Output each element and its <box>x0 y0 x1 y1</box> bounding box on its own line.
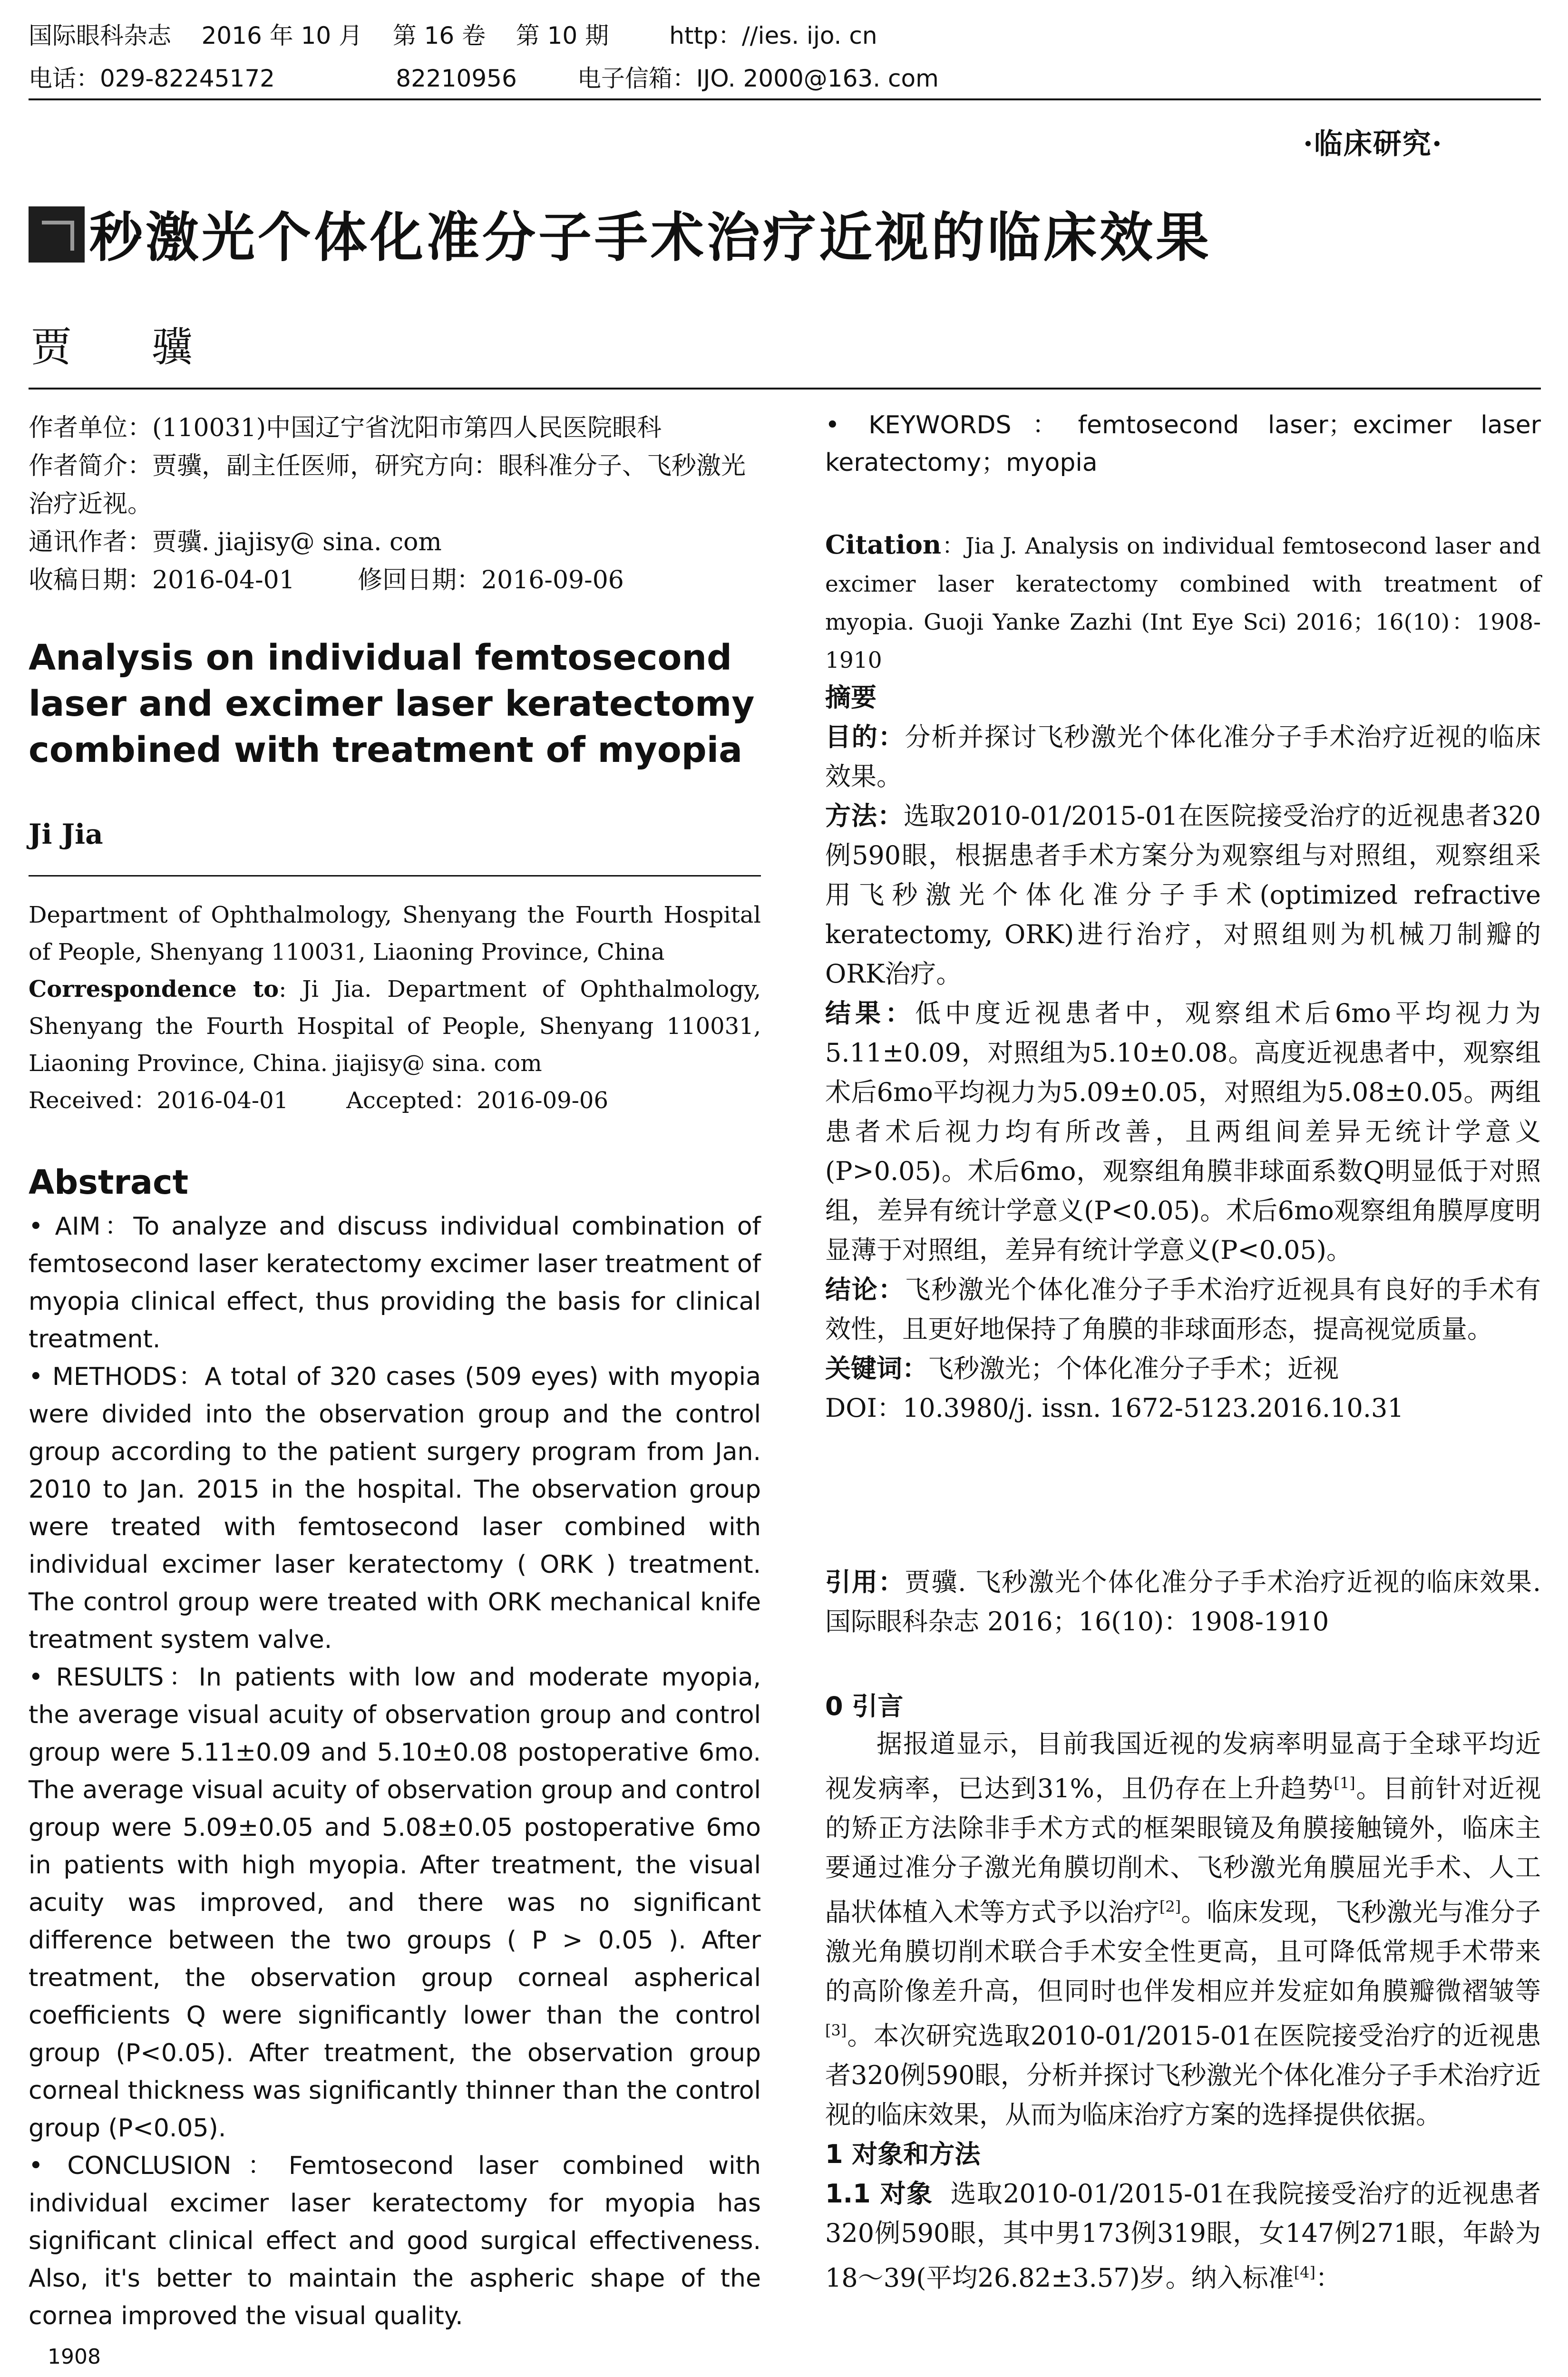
zh-keywords-label: 关键词： <box>825 1354 928 1383</box>
header-rule <box>29 98 1541 100</box>
title-logo-icon <box>29 206 85 263</box>
zh-conclusion <box>825 1270 1541 1349</box>
intro-text-d: 。本次研究选取2010-01/2015-01在医院接受治疗的近视患者320例590眼，分析并探讨飞秒激光个体化准分子手术治疗近视的临床效果，从而为临床治疗方案的选择提供依据。 <box>825 2021 1541 2130</box>
corresponding-author: 通讯作者：贾骥. jiajisy@ sina. com <box>29 528 442 556</box>
methods-heading: 1 对象和方法 <box>825 2139 981 2169</box>
citation-label: Citation <box>825 529 942 560</box>
intro-heading: 0 引言 <box>825 1691 904 1721</box>
zh-conclusion-text: 飞秒激光个体化准分子手术治疗近视具有良好的手术有效性，且更好地保持了角膜的非球面形态，提高视觉质量。 <box>825 1275 1541 1344</box>
zh-aim-text: 分析并探讨飞秒激光个体化准分子手术治疗近视的临床效果。 <box>825 722 1541 791</box>
zh-conclusion-label: 结论： <box>825 1275 905 1305</box>
zh-keywords-text: 飞秒激光；个体化准分子手术；近视 <box>928 1354 1339 1383</box>
keywords-en: • KEYWORDS：femtosecond laser；excimer laser keratectomy；myopia <box>825 411 1541 477</box>
author-unit: 作者单位：(110031)中国辽宁省沈阳市第四人民医院眼科 <box>29 414 662 442</box>
citation-en <box>825 526 1541 680</box>
page-number: 1908 <box>48 2345 101 2369</box>
english-author: Ji Jia <box>29 818 103 850</box>
affiliation-department: Department of Ophthalmology, Shenyang the Fourth Hospital of People, Shenyang 110031, Liaoning Province, China <box>29 902 761 965</box>
ref-2: [2] <box>1159 1898 1181 1916</box>
methods-text-end: ： <box>1315 2263 1341 2293</box>
affiliation-rule <box>29 875 761 877</box>
zh-results-text: 低中度近视患者中，观察组术后6mo平均视力为5.11±0.09，对照组为5.10±0.08。高度近视患者中，观察组术后6mo平均视力为5.09±0.05，对照组为5.08±0.05。两组患者术后视力均有所改善，且两组间差异无统计学意义(P>0.05)。术后6mo，观察组角膜非球面系数Q明显低于对照组，差异有统计学意义(P<0.05)。术后6mo观察组角膜厚度明显薄于对照组，差异有统计学意义(P<0.05)。 <box>825 998 1541 1265</box>
intro-text-a: 据报道显示，目前我国近视的发病率明显高于全球平均近视发病率，已达到31%，且仍存在上升趋势 <box>825 1729 1541 1803</box>
abstract-results: • RESULTS：In patients with low and moderate myopia, the average visual acuity of observation group and control group were 5.11±0.09 and 5.10±0.08 postoperative 6mo. The average visual acuity of observation group and control group were 5.09±0.05 and 5.08±0.05 postoperative 6mo in patients with high myopia. After treatment, the visual acuity was improved, and there was no significant difference between the two groups ( P > 0.05 ). After treatment, the observation group corneal aspherical coefficients Q were significantly lower than the control group (P<0.05). After treatment, the observation group corneal thickness was significantly thinner than the control group (P<0.05). <box>29 1663 761 2143</box>
journal-header-line1: 国际眼科杂志 2016 年 10 月 第 16 卷 第 10 期 http：//ies. ijo. cn <box>29 22 877 49</box>
correspondence <box>29 971 761 1082</box>
zh-results-label: 结果： <box>825 998 915 1028</box>
title-rule <box>29 388 1541 390</box>
title-text: 秒激光个体化准分子手术治疗近视的临床效果 <box>89 207 1212 269</box>
intro-body <box>825 1724 1541 2298</box>
correspondence-label: Correspondence to <box>29 976 279 1003</box>
affiliation <box>29 896 761 1119</box>
zh-abstract-heading: 摘要 <box>825 682 877 712</box>
page-title <box>29 205 1541 271</box>
zh-citation-text: 贾骥. 飞秒激光个体化准分子手术治疗近视的临床效果. 国际眼科杂志 2016；16(10)：1908-1910 <box>825 1567 1541 1637</box>
methods-text: 选取2010-01/2015-01在我院接受治疗的近视患者320例590眼，其中男173例319眼，女147例271眼，年龄为18～39(平均26.82±3.57)岁。纳入标准 <box>825 2179 1541 2293</box>
abstract-methods: • METHODS：A total of 320 cases (509 eyes) with myopia were divided into the observation group and the control group according to the patient surgery program from Jan. 2010 to Jan. 2015 in the hospital. The observation group were treated with femtosecond laser combined with individual excimer laser keratectomy ( ORK ) treatment. The control group were treated with ORK mechanical knife treatment system valve. <box>29 1363 761 1654</box>
receive-dates-zh: 收稿日期：2016-04-01 修回日期：2016-09-06 <box>29 566 624 594</box>
abstract-aim: • AIM：To analyze and discuss individual combination of femtosecond laser keratectomy excimer laser treatment of myopia clinical effect, thus providing the basis for clinical treatment. <box>29 1212 761 1354</box>
intro-text-b: 。目前针对近视的矫正方法除非手术方式的框架眼镜及角膜接触镜外，临床主要通过准分子激光角膜切削术、飞秒激光角膜屈光手术、人工晶状体植入术等方式予以治疗 <box>825 1773 1541 1927</box>
citation-text: ：Jia J. Analysis on individual femtosecond laser and excimer laser keratectomy combined with treatment of myopia. Guoji Yanke Zazhi (Int Eye Sci) 2016；16(10)：1908-1910 <box>825 533 1541 673</box>
english-title: Analysis on individual femtosecond laser and excimer laser keratectomy combined with treatment of myopia <box>29 637 755 770</box>
intro-text-c: 。临床发现，飞秒激光与准分子激光角膜切削术联合手术安全性更高，且可降低常规手术带来的高阶像差升高，但同时也伴发相应并发症如角膜瓣微褶皱等 <box>825 1897 1541 2006</box>
abstract-heading: Abstract <box>29 1163 189 1202</box>
ref-1: [1] <box>1334 1774 1355 1792</box>
author-meta <box>29 409 761 599</box>
author-zh: 贾 骥 <box>31 323 226 371</box>
received-accepted: Received：2016-04-01 Accepted：2016-09-06 <box>29 1087 608 1114</box>
zh-aim <box>825 717 1541 796</box>
section-tag: ·临床研究· <box>1303 127 1443 161</box>
ref-3: [3] <box>825 2021 847 2039</box>
zh-results <box>825 994 1541 1270</box>
zh-methods-label: 方法： <box>825 801 904 831</box>
zh-doi: DOI：10.3980/j. issn. 1672-5123.2016.10.31 <box>825 1393 1404 1423</box>
zh-methods <box>825 796 1541 994</box>
methods-subheading: 1.1 对象 <box>825 2179 933 2209</box>
author-bio: 作者简介：贾骥，副主任医师，研究方向：眼科准分子、飞秒激光治疗近视。 <box>29 452 746 518</box>
zh-methods-text: 选取2010-01/2015-01在医院接受治疗的近视患者320例590眼，根据患者手术方案分为观察组与对照组，观察组采用飞秒激光个体化准分子手术(optimized refractive keratectomy, ORK)进行治疗，对照组则为机械刀制瓣的ORK治疗。 <box>825 801 1541 989</box>
methods-paragraph <box>825 2174 1541 2298</box>
correspondence-text: : Ji Jia. Department of Ophthalmology, Shenyang the Fourth Hospital of People, Shenyang 110031, Liaoning Province, China. jiajisy@ sina. com <box>29 976 761 1077</box>
chinese-abstract <box>825 678 1541 1428</box>
abstract-conclusion: • CONCLUSION：Femtosecond laser combined with individual excimer laser keratectomy for myopia has significant clinical effect and good surgical effectiveness. Also, it's better to maintain the aspheric shape of the cornea improved the visual quality. <box>29 2152 761 2330</box>
zh-keywords <box>825 1349 1541 1388</box>
zh-citation-label: 引用： <box>825 1567 905 1597</box>
zh-citation <box>825 1562 1541 1641</box>
ref-4: [4] <box>1294 2263 1315 2281</box>
zh-aim-label: 目的： <box>825 722 905 752</box>
intro-paragraph <box>825 1724 1541 2134</box>
abstract-body <box>29 1208 761 2335</box>
journal-header-line2: 电话：029-82245172 82210956 电子信箱：IJO. 2000@163. com <box>29 65 939 92</box>
